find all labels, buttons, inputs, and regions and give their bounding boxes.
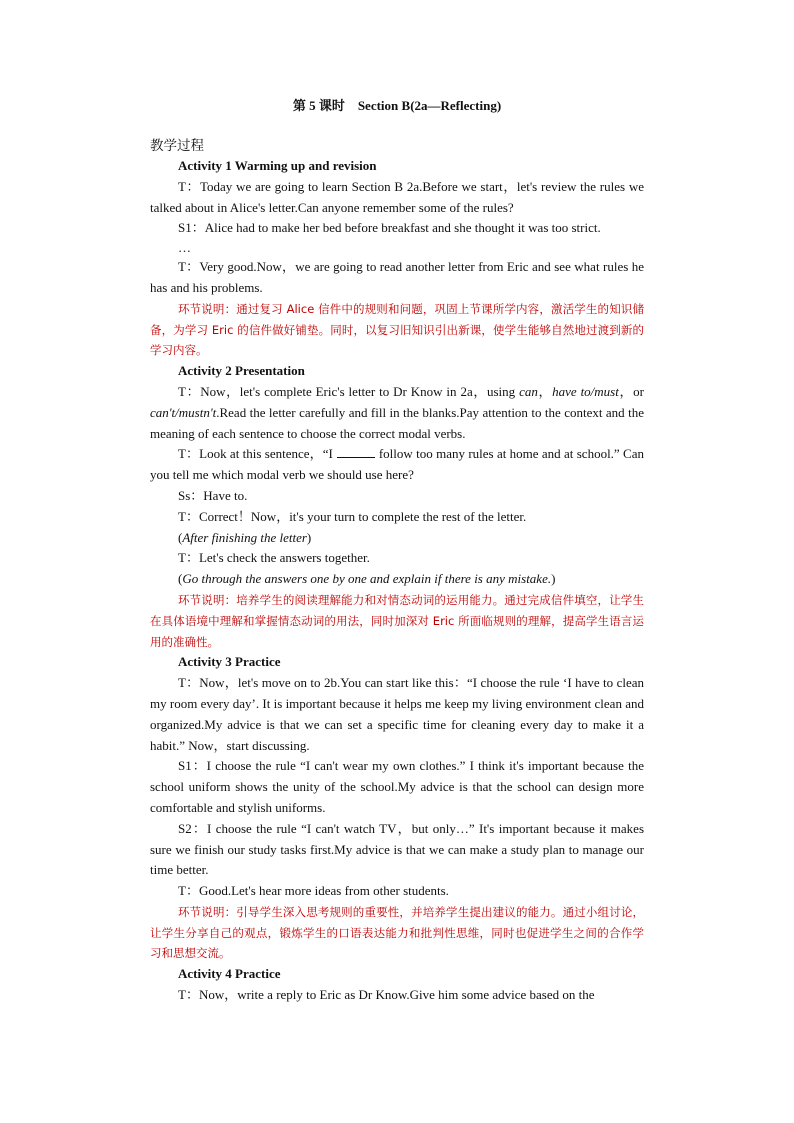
activity-2-note: 环节说明：培养学生的阅读理解能力和对情态动词的运用能力。通过完成信件填空，让学生在具体语境中理解和掌握情态动词的用法，同时加深对 Eric 所面临规则的理解，提高学生语言运用的准确性。 xyxy=(150,592,644,649)
text: T：Look at this sentence，“I xyxy=(178,446,333,462)
text: T：Now，let's complete Eric's letter to Dr Know in 2a，using xyxy=(178,383,520,399)
modal-can: can xyxy=(519,383,538,399)
modal-have-to: have to/must xyxy=(552,383,619,399)
paragraph: S1：I choose the rule “I can't wear my own clothes.” I think it's important because the school uniform shows the unity of the school.My advice is that the school can design more comfortable and stylish uniforms. xyxy=(150,758,644,815)
stage-direction-text: Go through the answers one by one and explain if there is any mistake. xyxy=(182,571,552,587)
paragraph: T：Correct！Now，it's your turn to complete the rest of the letter. xyxy=(178,508,527,524)
text: follow too many rules at home and at school.” Can you tell me which modal verb we should use here? xyxy=(150,446,644,483)
activity-3-heading: Activity 3 Practice xyxy=(178,654,281,670)
paragraph xyxy=(150,444,644,486)
paragraph: T：Very good.Now，we are going to read another letter from Eric and see what rules he has and his problems. xyxy=(150,259,644,295)
stage-direction xyxy=(150,528,644,549)
document-page xyxy=(150,96,644,1006)
paren: ( xyxy=(178,529,183,545)
paragraph: T：Good.Let's hear more ideas from other students. xyxy=(178,883,449,899)
paragraph: T：Now，write a reply to Eric as Dr Know.Give him some advice based on the xyxy=(178,987,595,1003)
paragraph xyxy=(150,382,644,444)
paragraph: T：Let's check the answers together. xyxy=(178,550,370,566)
activity-1-heading: Activity 1 Warming up and revision xyxy=(178,158,377,173)
activity-1-note: 环节说明：通过复习 Alice 信件中的规则和问题，巩固上节课所学内容，激活学生的知识储备，为学习 Eric 的信件做好铺垫。同时，以复习旧知识引出新课，使学生能够自然地过渡到新的学习内容。 xyxy=(150,301,644,358)
text: ， xyxy=(537,383,553,399)
paragraph: T：Now，let's move on to 2b.You can start like this：“I choose the rule ‘I have to clean my room every day’. It is important because it helps me keep my living environment clean and organized.My advice is that we can set a specific time for cleaning every day to make it a habit.” Now，start discussing. xyxy=(150,675,644,753)
activity-4-heading: Activity 4 Practice xyxy=(178,966,281,982)
paren: ( xyxy=(178,571,183,587)
activity-3-note: 环节说明：引导学生深入思考规则的重要性，并培养学生提出建议的能力。通过小组讨论，让学生分享自己的观点，锻炼学生的口语表达能力和批判性思维，同时也促进学生之间的合作学习和思想交流。 xyxy=(150,904,644,961)
stage-direction-text: After finishing the letter xyxy=(182,529,307,545)
paren: ) xyxy=(551,571,556,587)
activity-2-heading: Activity 2 Presentation xyxy=(178,363,305,379)
stage-direction xyxy=(150,569,644,590)
text: .Read the letter carefully and fill in the blanks.Pay attention to the context and the meaning of each sentence to choose the correct modal verbs. xyxy=(150,404,644,441)
ellipsis-line: … xyxy=(178,240,191,256)
paragraph: Ss：Have to. xyxy=(178,487,248,503)
paren: ) xyxy=(306,529,312,545)
text: ，or xyxy=(618,383,644,399)
page-title: 第 5 课时 Section B(2a—Reflecting) xyxy=(292,98,502,113)
modal-cant: can't/mustn't xyxy=(150,404,217,420)
paragraph: T：Today we are going to learn Section B 2a.Before we start，let's review the rules we talked about in Alice's letter.Can anyone remember some of the rules? xyxy=(150,178,644,215)
paragraph: S1：Alice had to make her bed before breakfast and she thought it was too strict. xyxy=(178,220,601,236)
paragraph: S2：I choose the rule “I can't watch TV，but only…” It's important because it makes sure we finish our study tasks first.My advice is that we can make a study plan to manage our time better. xyxy=(150,820,644,878)
fill-blank xyxy=(337,445,375,458)
section-heading: 教学过程 xyxy=(150,138,204,153)
